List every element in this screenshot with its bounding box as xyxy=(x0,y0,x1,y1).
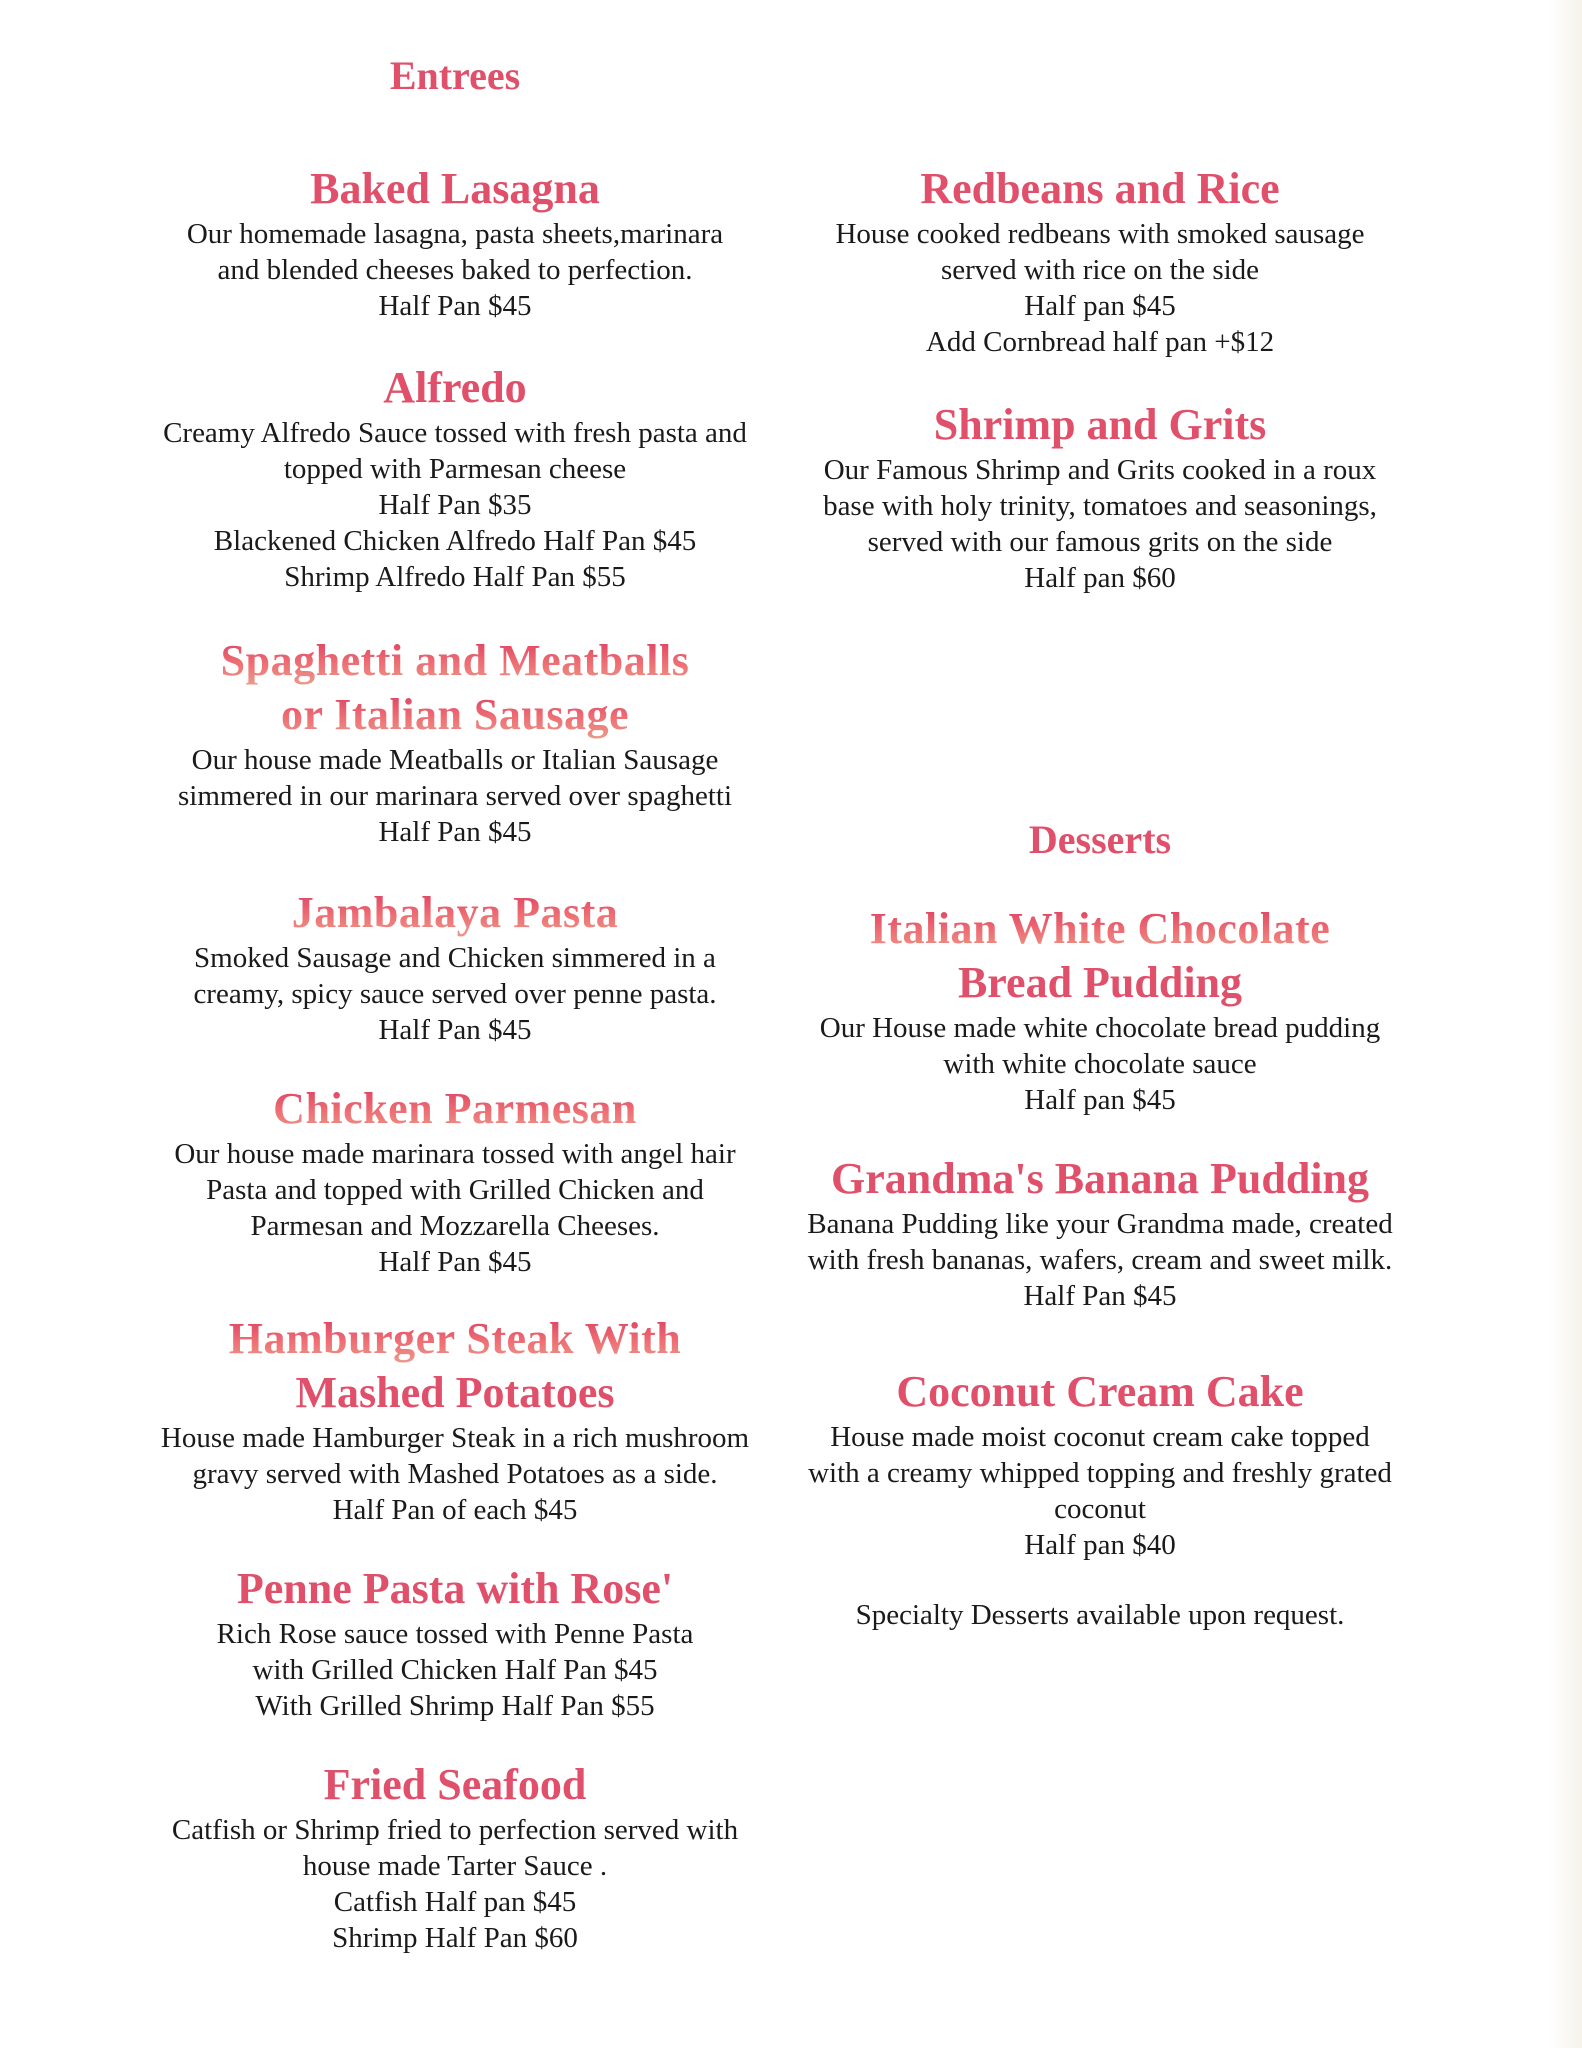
item-description-line: Creamy Alfredo Sauce tossed with fresh pasta and xyxy=(163,417,747,449)
item-name: Hamburger Steak With xyxy=(120,1312,790,1366)
entrees-heading: Entrees xyxy=(389,53,521,98)
item-price: with Grilled Chicken Half Pan $45 xyxy=(252,1654,658,1686)
menu-item-baked-lasagna xyxy=(120,162,790,324)
item-description-line: Our Famous Shrimp and Grits cooked in a roux xyxy=(823,454,1377,486)
menu-item-penne-pasta-rose xyxy=(120,1562,790,1724)
item-name: Redbeans and Rice xyxy=(920,164,1280,213)
item-description-line: with a creamy whipped topping and freshly grated xyxy=(808,1457,1392,1489)
item-description-line: with fresh bananas, wafers, cream and sweet milk. xyxy=(807,1244,1393,1276)
item-price: Half Pan $45 xyxy=(378,290,532,322)
item-name: Jambalaya Pasta xyxy=(120,886,790,940)
item-description-line: Parmesan and Mozzarella Cheeses. xyxy=(250,1210,660,1242)
item-price: Add Cornbread half pan +$12 xyxy=(925,326,1275,358)
item-description-line: Our house made Meatballs or Italian Sausage xyxy=(191,744,719,776)
item-name: Grandma's Banana Pudding xyxy=(831,1154,1369,1203)
item-name: Italian White Chocolate xyxy=(780,902,1420,956)
item-name: Chicken Parmesan xyxy=(120,1082,790,1136)
menu-item-spaghetti-and-meatballs xyxy=(120,634,790,850)
item-description-line: House made moist coconut cream cake topped xyxy=(830,1421,1370,1453)
item-description-line: Banana Pudding like your Grandma made, created xyxy=(807,1208,1393,1240)
menu-item-redbeans-and-rice xyxy=(780,162,1420,360)
menu-item-white-chocolate-bread-pudding xyxy=(780,902,1420,1118)
specialty-desserts-note: Specialty Desserts available upon request. xyxy=(855,1599,1345,1631)
item-name-line-2: Mashed Potatoes xyxy=(295,1368,615,1417)
item-description-line: gravy served with Mashed Potatoes as a side. xyxy=(192,1458,718,1490)
menu-item-alfredo xyxy=(120,361,790,595)
item-description-line: served with our famous grits on the side xyxy=(867,526,1333,558)
item-name: Baked Lasagna xyxy=(310,164,600,213)
item-name-line-2: or Italian Sausage xyxy=(120,688,790,742)
desserts-heading: Desserts xyxy=(1028,817,1172,862)
item-description-line: House cooked redbeans with smoked sausage xyxy=(835,218,1365,250)
item-price: Half Pan $45 xyxy=(378,1246,532,1278)
item-price: Half Pan $45 xyxy=(378,1014,532,1046)
item-price: Half pan $45 xyxy=(1024,1084,1176,1116)
item-description-line: Pasta and topped with Grilled Chicken and xyxy=(206,1174,704,1206)
menu-item-fried-seafood xyxy=(120,1758,790,1956)
item-description-line: coconut xyxy=(1054,1493,1146,1525)
item-description-line: topped with Parmesan cheese xyxy=(283,453,627,485)
item-price: Half pan $40 xyxy=(1024,1529,1176,1561)
item-name: Fried Seafood xyxy=(323,1760,587,1809)
item-description-line: Our house made marinara tossed with angel hair xyxy=(174,1138,736,1170)
item-description-line: House made Hamburger Steak in a rich mushroom xyxy=(160,1422,750,1454)
item-description-line: and blended cheeses baked to perfection. xyxy=(217,254,693,286)
item-description-line: creamy, spicy sauce served over penne pasta. xyxy=(193,978,717,1010)
item-price: Half Pan $45 xyxy=(378,816,532,848)
item-description-line: base with holy trinity, tomatoes and seasonings, xyxy=(823,490,1377,522)
item-price: Shrimp Alfredo Half Pan $55 xyxy=(284,561,626,593)
item-price: Half Pan $35 xyxy=(378,489,532,521)
item-name: Shrimp and Grits xyxy=(933,400,1267,449)
item-name: Alfredo xyxy=(383,363,527,412)
menu-item-coconut-cream-cake xyxy=(780,1365,1420,1563)
menu-item-hamburger-steak xyxy=(120,1312,790,1528)
item-name: Spaghetti and Meatballs xyxy=(120,634,790,688)
item-description-line: house made Tarter Sauce . xyxy=(302,1850,608,1882)
item-description-line: Smoked Sausage and Chicken simmered in a xyxy=(194,942,716,974)
page-edge xyxy=(1548,0,1582,2048)
menu-item-chicken-parmesan xyxy=(120,1082,790,1280)
item-description-line: with white chocolate sauce xyxy=(943,1048,1257,1080)
item-price: Shrimp Half Pan $60 xyxy=(332,1922,578,1954)
item-price: Half Pan $45 xyxy=(1023,1280,1177,1312)
item-description-line: Rich Rose sauce tossed with Penne Pasta xyxy=(216,1618,694,1650)
item-name: Penne Pasta with Rose' xyxy=(236,1564,674,1613)
menu-item-banana-pudding xyxy=(780,1152,1420,1314)
item-price: Half pan $45 xyxy=(1024,290,1176,322)
item-description-line: Our homemade lasagna, pasta sheets,marinara xyxy=(186,218,724,250)
item-description-line: Our House made white chocolate bread pudding xyxy=(819,1012,1381,1044)
item-price: Blackened Chicken Alfredo Half Pan $45 xyxy=(213,525,697,557)
menu-item-shrimp-and-grits xyxy=(780,398,1420,596)
item-price: Half Pan of each $45 xyxy=(332,1494,578,1526)
item-description-line: served with rice on the side xyxy=(940,254,1260,286)
item-name: Coconut Cream Cake xyxy=(896,1367,1304,1416)
item-price: With Grilled Shrimp Half Pan $55 xyxy=(255,1690,655,1722)
item-price: Half pan $60 xyxy=(1024,562,1176,594)
item-description-line: simmered in our marinara served over spaghetti xyxy=(177,780,733,812)
menu-item-jambalaya-pasta xyxy=(120,886,790,1048)
item-description-line: Catfish or Shrimp fried to perfection served with xyxy=(171,1814,739,1846)
item-name-line-2: Bread Pudding xyxy=(957,958,1243,1007)
item-price: Catfish Half pan $45 xyxy=(333,1886,577,1918)
